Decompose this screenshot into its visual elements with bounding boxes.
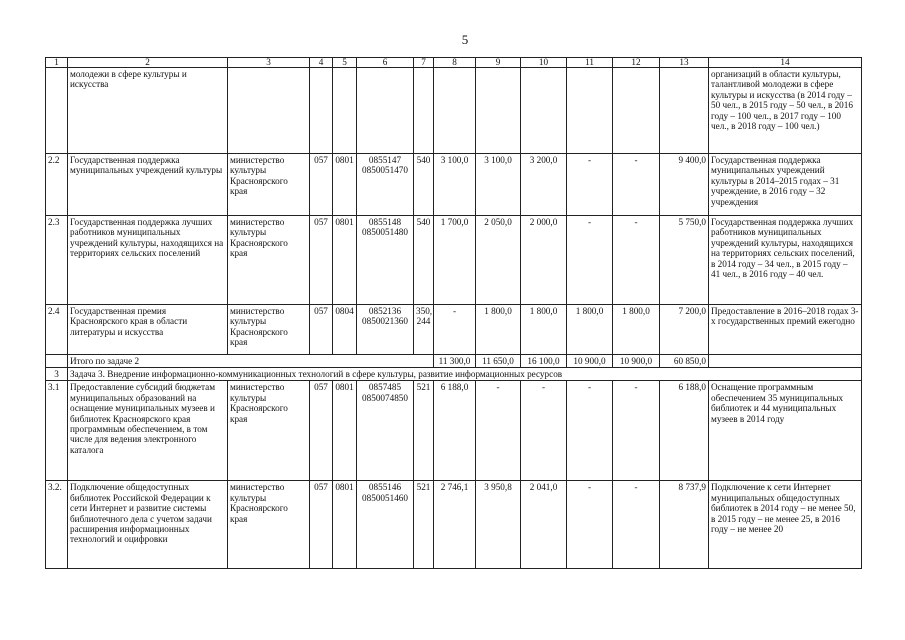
amount-total: 9 400,0 [660,154,709,216]
section-code: 0801 [333,154,357,216]
column-number: 7 [414,58,434,68]
activity-name: Государственная поддержка лучших работников муниципальных учреждений культуры, находящихся на территориях сельских поселений [68,216,228,305]
target-article-code: 0855148 0850051480 [357,216,414,305]
column-number: 9 [476,58,521,68]
activity-name: Подключение общедоступных библиотек Российской Федерации к сети Интернет и развитие системы библиотечного дела с учетом задачи расширения информационных технологий и оцифровки [68,481,228,569]
section-code: 0801 [333,216,357,305]
amount-2016: - [521,381,567,481]
table-row [46,381,862,481]
grbs-name: министерство культуры Красноярского края [228,381,310,481]
amount-2015: 3 950,8 [476,481,521,569]
expense-type-code: 350, 244 [414,305,434,355]
section-code: 0804 [333,305,357,355]
column-number: 8 [434,58,476,68]
amount-2018: 1 800,0 [613,305,660,355]
total-2014: 11 300,0 [434,355,476,368]
row-number: 2.4 [46,305,68,355]
row-number: 3.2. [46,481,68,569]
column-number: 12 [613,58,660,68]
grbs-name: министерство культуры Красноярского края [228,216,310,305]
row-number: 3.1 [46,381,68,481]
amount-total: 5 750,0 [660,216,709,305]
amount-2017: - [567,154,613,216]
expected-result: Государственная поддержка муниципальных учреждений культуры в 2014–2015 годах – 31 учреждение, в 2016 году – 32 учреждения [709,154,862,216]
amount-2015: 1 800,0 [476,305,521,355]
amount-2014: 1 700,0 [434,216,476,305]
amount-2015: 3 100,0 [476,154,521,216]
column-number: 11 [567,58,613,68]
task-title: Задача 3. Внедрение информационно-коммуникационных технологий в сфере культуры, развитие информационных ресурсов [68,368,862,381]
total-label: Итого по задаче 2 [68,355,434,368]
grbs-code: 057 [310,381,333,481]
amount-total: 6 188,0 [660,381,709,481]
amount-2017: 1 800,0 [567,305,613,355]
column-number: 3 [228,58,310,68]
amount-2014: 6 188,0 [434,381,476,481]
table-row [46,305,862,355]
table-row [46,154,862,216]
amount-2018: - [613,381,660,481]
activity-name: Предоставление субсидий бюджетам муниципальных образований на оснащение муниципальных музеев и библиотек Красноярского края программным обеспечением, в том числе для ведения электронного каталога [68,381,228,481]
column-number: 2 [68,58,228,68]
amount-2018: - [613,481,660,569]
total-2015: 11 650,0 [476,355,521,368]
task-heading-row [46,368,862,381]
column-number: 14 [709,58,862,68]
grbs-code: 057 [310,481,333,569]
amount-2016: 2 000,0 [521,216,567,305]
row-number: 2.3 [46,216,68,305]
amount-2017: - [567,381,613,481]
expected-result: Подключение к сети Интернет муниципальных общедоступных библиотек в 2014 году – не менее 50, в 2015 году – не менее 25, в 2016 году – не менее 20 [709,481,862,569]
program-activities-table [45,57,862,569]
expected-result: Оснащение программным обеспечением 35 муниципальных библиотек и 44 муниципальных музеев в 2014 году [709,381,862,481]
amount-2015: 2 050,0 [476,216,521,305]
column-number: 6 [357,58,414,68]
expense-type-code: 521 [414,381,434,481]
amount-2017: - [567,216,613,305]
total-2018: 10 900,0 [613,355,660,368]
expense-type-code: 521 [414,481,434,569]
total-sum: 60 850,0 [660,355,709,368]
activity-name: Государственная премия Красноярского края в области литературы и искусства [68,305,228,355]
row-number: 2.2 [46,154,68,216]
column-number: 13 [660,58,709,68]
grbs-name: министерство культуры Красноярского края [228,154,310,216]
grbs-code: 057 [310,154,333,216]
table-row-continued [46,68,862,154]
activity-name: молодежи в сфере культуры и искусства [68,68,228,154]
amount-2018: - [613,154,660,216]
total-2017: 10 900,0 [567,355,613,368]
column-number: 10 [521,58,567,68]
grbs-code: 057 [310,305,333,355]
target-article-code: 0857485 0850074850 [357,381,414,481]
grbs-name: министерство культуры Красноярского края [228,305,310,355]
task-number: 3 [46,368,68,381]
total-2016: 16 100,0 [521,355,567,368]
expense-type-code: 540 [414,154,434,216]
total-row [46,355,862,368]
amount-2015: - [476,381,521,481]
grbs-name: министерство культуры Красноярского края [228,481,310,569]
amount-total: 8 737,9 [660,481,709,569]
target-article-code: 0855146 0850051460 [357,481,414,569]
target-article-code: 0855147 0850051470 [357,154,414,216]
amount-2014: 3 100,0 [434,154,476,216]
expected-result: Государственная поддержка лучших работников муниципальных учреждений культуры, находящихся на территориях сельских поселений, в 2014 году – 34 чел., в 2015 году – 41 чел., в 2016 году – 40 чел. [709,216,862,305]
amount-total: 7 200,0 [660,305,709,355]
expected-result: организаций в области культуры, талантливой молодежи в сфере культуры и искусства (в 2014 году – 50 чел., в 2015 году – 50 чел., в 2016 году – 100 чел., в 2017 году – 100 чел., в 2018 году – 100 чел.) [709,68,862,154]
amount-2017: - [567,481,613,569]
page-number: 5 [461,32,469,47]
column-number-header-row [46,58,862,68]
expected-result: Предоставление в 2016–2018 годах 3-х государственных премий ежегодно [709,305,862,355]
amount-2016: 2 041,0 [521,481,567,569]
column-number: 5 [333,58,357,68]
amount-2016: 1 800,0 [521,305,567,355]
grbs-code: 057 [310,216,333,305]
expense-type-code: 540 [414,216,434,305]
amount-2014: - [434,305,476,355]
section-code: 0801 [333,381,357,481]
table-row [46,481,862,569]
amount-2014: 2 746,1 [434,481,476,569]
table-row [46,216,862,305]
activity-name: Государственная поддержка муниципальных учреждений культуры [68,154,228,216]
target-article-code: 0852136 0850021360 [357,305,414,355]
amount-2016: 3 200,0 [521,154,567,216]
column-number: 1 [46,58,68,68]
section-code: 0801 [333,481,357,569]
column-number: 4 [310,58,333,68]
amount-2018: - [613,216,660,305]
